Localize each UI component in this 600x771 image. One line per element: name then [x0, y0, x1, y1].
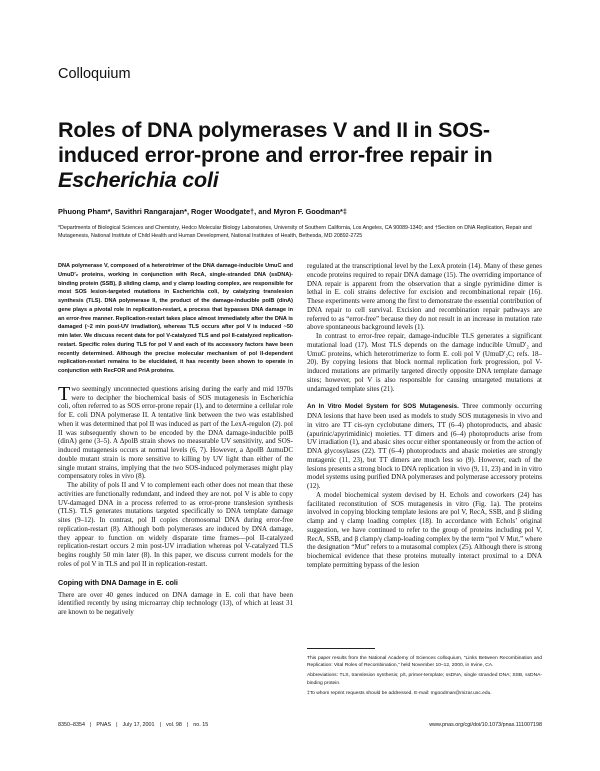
paragraph [58, 382, 293, 481]
volume: vol. 98 [165, 722, 182, 728]
article-title [58, 118, 558, 193]
abstract: DNA polymerase V, composed of a heterotrimer of the DNA damage-inducible UmuC and UmuD′₂ proteins, working in conjunction with RecA, single-stranded DNA (ssDNA)-binding protein (SSB), β sliding clamp, and γ clamp loading complex, are responsible for most SOS lesion-targeted mutations in Escherichia coli, by catalyzing translesion synthesis (TLS). DNA polymerase II, the product of the damage-inducible polB (dinA) gene plays a pivotal role in replication-restart, a process that bypasses DNA damage in an error-free manner. Replication-restart takes place almost immediately after the DNA is damaged (~2 min post-UV irradiation), whereas TLS occurs after pol V is induced ~50 min later. We discuss recent data for pol V-catalyzed TLS and pol II-catalyzed replication-restart. Specific roles during TLS for pol V and each of its accessory factors have been recently determined. Although the precise molecular mechanism of pol II-dependent replication-restart remains to be elucidated, it has recently been shown to operate in conjunction with RecFOR and PriA proteins. [58, 263, 293, 374]
subsection-heading: An In Vitro Model System for SOS Mutagenesis. [307, 403, 459, 411]
issue-date: July 17, 2001 [122, 722, 155, 728]
page-range: 8350–8354 [58, 722, 85, 728]
footnote: Abbreviations: TLS, translesion synthesis; p/t, primer-template; ssDNA, single stranded DNA; SSB, ssDNA-binding protein. [307, 673, 542, 686]
issue-number: no. 15 [193, 722, 209, 728]
paragraph: In contrast to error-free repair, damage-inducible TLS generates a significant mutational load (17). Most TLS depends on the damage inducible UmuD′₂ and UmuC proteins, which heterotrimerize to form E. coli pol V (UmuD′₂C; refs. 18–20). By copying lesions that block normal replication fork progression, pol V-induced mutations are primarily targeted directly opposite DNA template damage sites; however, pol V is also responsible for causing untargeted mutations at undamaged template sites (21). [307, 332, 542, 393]
doi-link[interactable]: www.pnas.org/cgi/doi/10.1073/pnas.111007198 [429, 722, 542, 728]
paragraph: A model biochemical system devised by H. Echols and coworkers (24) has facilitated reconstitution of SOS mutagenesis in vitro (Fig. 1a). The proteins involved in copying blocking template lesions are pol V, RecA, SSB, and β sliding clamp and γ clamp loading complex (18). In accordance with Echols’ original suggestion, we have continued to refer to the group of proteins including pol V, RecA, SSB, and β clamp/γ clamp-loading complex by the term “pol V Mut,” where the designation “Mut” refers to a mutasomal complex (25). Although there is strong biochemical evidence that these proteins mutually interact proximal to a DNA template permitting bypass of the lesion [307, 490, 542, 569]
section-label: Colloquium [58, 66, 131, 82]
left-column [58, 262, 293, 617]
paragraph: There are over 40 genes induced on DNA damage in E. coli that have been identified recently by using microarray chip technology (13), of which at least 31 are known to be negatively [58, 590, 293, 616]
footnote: This paper results from the National Academy of Sciences colloquium, “Links Between Recombination and Replication: Vital Roles of Recombination,” held November 10–12, 2000, in Irvine, CA. [307, 656, 542, 669]
page-footer: 8350–8354 | PNAS | July 17, 2001 | vol. 98 | no. 15 [58, 722, 209, 728]
section-heading: Coping with DNA Damage in E. coli [58, 577, 178, 587]
title-italic: Escherichia coli [58, 168, 219, 192]
journal-name: PNAS [96, 722, 112, 728]
footnotes [307, 655, 542, 700]
paragraph: regulated at the transcriptional level by the LexA protein (14). Many of these genes encode proteins required to repair DNA damage (15). The overriding importance of DNA repair is apparent from the observation that a single pyrimidine dimer is lethal in E. coli strains defective for excision and recombinational repair (16). These experiments were among the first to demonstrate the essential contribution of DNA repair to cell survival. Excision and recombination repair pathways are referred to as “error-free” because they do not result in an increase in mutation rate above spontaneous background levels (1). [307, 262, 543, 332]
paragraph-text: wo seemingly unconnected questions arising during the early and mid 1970s were to decipher the biochemical basis of SOS mutagenesis in Escherichia coli, often referred to as SOS error-prone repair (1), and to determine a cellular role for E. coli DNA polymerase II. A tentative link between the two was established when it was determined that pol II was induced as part of the LexA-regulon (2). pol II was subsequently shown to be encoded by the DNA damage-inducible polB (dinA) gene (3–5). A ΔpolB strain shows no measurable UV sensitivity, and SOS-induced mutagenesis occurs at normal levels (6, 7). However, a ΔpolB ΔumuDC double mutant strain is more sensitive to killing by UV light than either of the single mutant strains, implying that the two SOS-induced polymerases might play compensatory roles in vivo (8). [58, 384, 293, 481]
footnote: ‡To whom reprint requests should be addressed. E-mail: mgoodman@mizar.usc.edu. [307, 690, 492, 696]
paragraph-text: Three commonly occurring DNA lesions that have been used as models to study SOS mutagenesis in vivo and in vitro are TT cis-syn cyclobutane dimers, TT (6–4) photoproducts, and abasic (apurinic/apyrimidinic) moieties. TT dimers and (6–4) photoproducts arise from UV irradiation (1), and abasic sites occur either spontaneously or from the action of DNA glycosylases (22). TT (6–4) photoproducts and abasic moieties are strongly mutagenic (11, 23), but TT dimers are much less so (9). However, each of the lesions presents a strong block to DNA replication in vivo (9, 11, 23) and in in vitro model systems using purified DNA polymerases and polymerase accessory proteins (12). [307, 402, 542, 490]
paragraph [307, 402, 542, 491]
paragraph: The ability of pols II and V to complement each other does not mean that these activities are functionally redundant, and indeed they are not. pol V is able to copy UV-damaged DNA in a process referred to as error-prone translesion synthesis (TLS). TLS generates mutations targeted specifically to DNA template damage sites (9–12). In contrast, pol II copies chromosomal DNA during error-free replication-restart (8). Although both polymerases are induced by DNA damage, they appear to function on widely disparate time frames—pol II-catalyzed replication-restart occurs 2 min post-UV irradiation whereas pol V-catalyzed TLS begins roughly 50 min later (8). In this paper, we discuss current models for the roles of pol V in TLS and pol II in replication-restart. [58, 481, 293, 568]
drop-cap: T [58, 382, 71, 405]
right-column [307, 262, 542, 570]
author-list: Phuong Pham*, Savithri Rangarajan*, Roger Woodgate†, and Myron F. Goodman*‡ [58, 207, 347, 216]
footnote-divider [307, 648, 375, 649]
title-main: Roles of DNA polymerases V and II in SOS-induced error-prone and error-free repair in [58, 118, 493, 167]
affiliations: *Departments of Biological Sciences and Chemistry, Hedco Molecular Biology Laboratories, University of Southern California, Los Angeles, CA 90089-1340; and †Section on DNA Replication, Repair and Mutagenesis, National Institute of Child Health and Human Development, National Institutes of Health, Bethesda, MD 20892-2725 [58, 225, 532, 239]
